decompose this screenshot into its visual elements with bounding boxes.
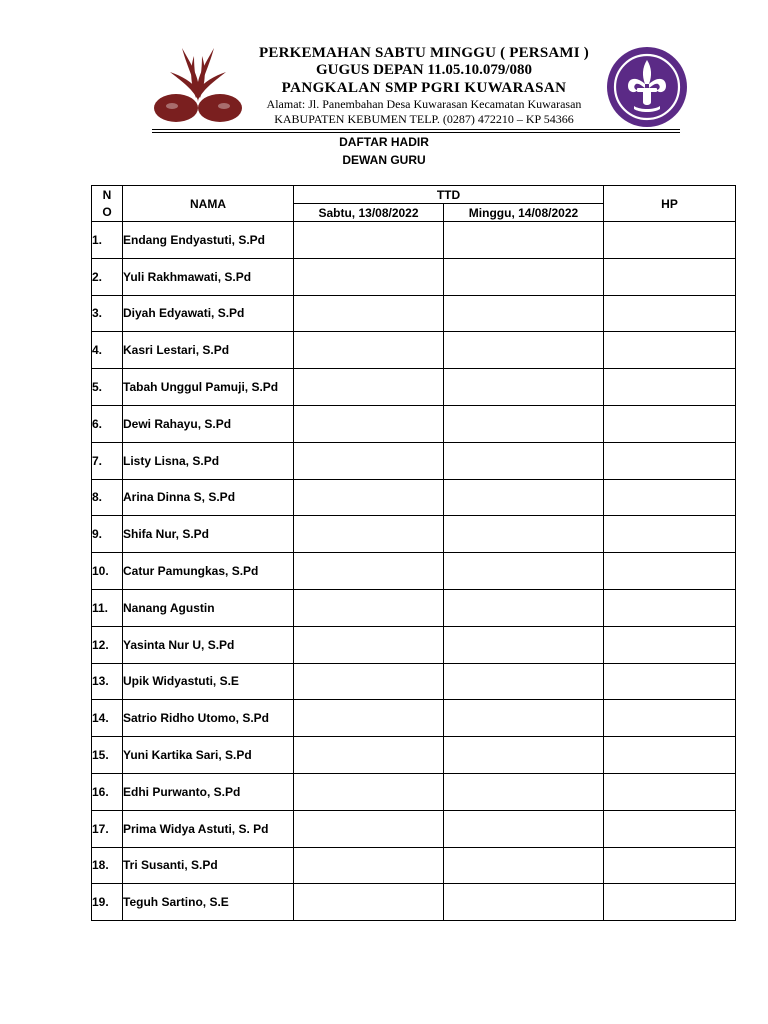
signature-cell-sabtu xyxy=(294,663,444,700)
row-number: 17. xyxy=(92,810,123,847)
hp-cell xyxy=(604,589,736,626)
signature-cell-minggu xyxy=(444,810,604,847)
attendance-table xyxy=(91,185,736,921)
row-name: Kasri Lestari, S.Pd xyxy=(123,332,294,369)
table-row xyxy=(92,222,736,259)
signature-cell-minggu xyxy=(444,369,604,406)
table-row xyxy=(92,773,736,810)
tunas-kelapa-logo xyxy=(152,42,244,126)
row-name: Teguh Sartino, S.E xyxy=(123,884,294,921)
row-number: 10. xyxy=(92,553,123,590)
header-ttd: TTD xyxy=(294,186,604,204)
row-name: Yasinta Nur U, S.Pd xyxy=(123,626,294,663)
hp-cell xyxy=(604,295,736,332)
letterhead-rule-thin xyxy=(152,132,680,133)
table-row xyxy=(92,442,736,479)
row-number: 11. xyxy=(92,589,123,626)
signature-cell-minggu xyxy=(444,479,604,516)
row-number: 8. xyxy=(92,479,123,516)
signature-cell-minggu xyxy=(444,332,604,369)
signature-cell-minggu xyxy=(444,442,604,479)
signature-cell-sabtu xyxy=(294,369,444,406)
table-row xyxy=(92,847,736,884)
row-name: Prima Widya Astuti, S. Pd xyxy=(123,810,294,847)
signature-cell-sabtu xyxy=(294,332,444,369)
header-no-bottom: O xyxy=(102,204,112,219)
row-name: Satrio Ridho Utomo, S.Pd xyxy=(123,700,294,737)
hp-cell xyxy=(604,810,736,847)
world-scout-emblem-logo xyxy=(606,46,688,128)
row-number: 13. xyxy=(92,663,123,700)
row-number: 3. xyxy=(92,295,123,332)
row-number: 1. xyxy=(92,222,123,259)
signature-cell-minggu xyxy=(444,700,604,737)
hp-cell xyxy=(604,332,736,369)
header-no-top: N xyxy=(102,187,112,202)
row-name: Dewi Rahayu, S.Pd xyxy=(123,405,294,442)
hp-cell xyxy=(604,479,736,516)
table-row xyxy=(92,369,736,406)
hp-cell xyxy=(604,442,736,479)
signature-cell-sabtu xyxy=(294,810,444,847)
row-name: Yuli Rakhmawati, S.Pd xyxy=(123,258,294,295)
row-name: Edhi Purwanto, S.Pd xyxy=(123,773,294,810)
signature-cell-minggu xyxy=(444,626,604,663)
row-number: 4. xyxy=(92,332,123,369)
row-name: Tabah Unggul Pamuji, S.Pd xyxy=(123,369,294,406)
row-number: 5. xyxy=(92,369,123,406)
row-name: Nanang Agustin xyxy=(123,589,294,626)
signature-cell-minggu xyxy=(444,737,604,774)
table-row xyxy=(92,663,736,700)
header-sabtu: Sabtu, 13/08/2022 xyxy=(294,204,444,222)
signature-cell-sabtu xyxy=(294,884,444,921)
signature-cell-minggu xyxy=(444,589,604,626)
row-number: 6. xyxy=(92,405,123,442)
signature-cell-sabtu xyxy=(294,442,444,479)
signature-cell-sabtu xyxy=(294,222,444,259)
hp-cell xyxy=(604,884,736,921)
signature-cell-minggu xyxy=(444,884,604,921)
document-title: DAFTAR HADIR xyxy=(339,135,429,149)
table-row xyxy=(92,589,736,626)
row-number: 15. xyxy=(92,737,123,774)
hp-cell xyxy=(604,626,736,663)
signature-cell-sabtu xyxy=(294,405,444,442)
row-name: Shifa Nur, S.Pd xyxy=(123,516,294,553)
row-number: 7. xyxy=(92,442,123,479)
letterhead-gugus: GUGUS DEPAN 11.05.10.079/080 xyxy=(316,62,532,78)
signature-cell-minggu xyxy=(444,847,604,884)
signature-cell-sabtu xyxy=(294,479,444,516)
signature-cell-minggu xyxy=(444,663,604,700)
hp-cell xyxy=(604,369,736,406)
row-name: Arina Dinna S, S.Pd xyxy=(123,479,294,516)
signature-cell-minggu xyxy=(444,553,604,590)
signature-cell-sabtu xyxy=(294,626,444,663)
header-no xyxy=(92,186,123,222)
row-number: 12. xyxy=(92,626,123,663)
row-number: 16. xyxy=(92,773,123,810)
table-row xyxy=(92,516,736,553)
table-row xyxy=(92,405,736,442)
row-number: 2. xyxy=(92,258,123,295)
table-row xyxy=(92,626,736,663)
signature-cell-minggu xyxy=(444,295,604,332)
signature-cell-minggu xyxy=(444,258,604,295)
hp-cell xyxy=(604,847,736,884)
row-number: 19. xyxy=(92,884,123,921)
document-subtitle: DEWAN GURU xyxy=(342,153,426,167)
row-name: Catur Pamungkas, S.Pd xyxy=(123,553,294,590)
row-number: 9. xyxy=(92,516,123,553)
table-row xyxy=(92,332,736,369)
row-name: Yuni Kartika Sari, S.Pd xyxy=(123,737,294,774)
row-number: 14. xyxy=(92,700,123,737)
table-row xyxy=(92,295,736,332)
letterhead-title: PERKEMAHAN SABTU MINGGU ( PERSAMI ) xyxy=(259,45,589,61)
hp-cell xyxy=(604,222,736,259)
table-row xyxy=(92,553,736,590)
signature-cell-minggu xyxy=(444,222,604,259)
signature-cell-sabtu xyxy=(294,553,444,590)
hp-cell xyxy=(604,663,736,700)
table-row xyxy=(92,479,736,516)
hp-cell xyxy=(604,405,736,442)
row-name: Endang Endyastuti, S.Pd xyxy=(123,222,294,259)
letterhead xyxy=(244,44,604,126)
hp-cell xyxy=(604,258,736,295)
signature-cell-sabtu xyxy=(294,516,444,553)
letterhead-address: Alamat: Jl. Panembahan Desa Kuwarasan Kecamatan Kuwarasan xyxy=(266,97,582,111)
letterhead-contact: KABUPATEN KEBUMEN TELP. (0287) 472210 – KP 54366 xyxy=(274,112,574,126)
hp-cell xyxy=(604,553,736,590)
row-number: 18. xyxy=(92,847,123,884)
signature-cell-sabtu xyxy=(294,295,444,332)
signature-cell-sabtu xyxy=(294,847,444,884)
signature-cell-sabtu xyxy=(294,737,444,774)
letterhead-pangkalan: PANGKALAN SMP PGRI KUWARASAN xyxy=(281,80,567,96)
table-row xyxy=(92,700,736,737)
signature-cell-sabtu xyxy=(294,589,444,626)
signature-cell-sabtu xyxy=(294,773,444,810)
signature-cell-sabtu xyxy=(294,258,444,295)
signature-cell-sabtu xyxy=(294,700,444,737)
row-name: Upik Widyastuti, S.E xyxy=(123,663,294,700)
table-row xyxy=(92,737,736,774)
hp-cell xyxy=(604,700,736,737)
header-nama: NAMA xyxy=(123,186,294,222)
letterhead-rule-thick xyxy=(152,129,680,130)
signature-cell-minggu xyxy=(444,405,604,442)
header-minggu: Minggu, 14/08/2022 xyxy=(444,204,604,222)
table-row xyxy=(92,810,736,847)
hp-cell xyxy=(604,737,736,774)
hp-cell xyxy=(604,516,736,553)
signature-cell-minggu xyxy=(444,773,604,810)
row-name: Tri Susanti, S.Pd xyxy=(123,847,294,884)
row-name: Listy Lisna, S.Pd xyxy=(123,442,294,479)
signature-cell-minggu xyxy=(444,516,604,553)
table-row xyxy=(92,884,736,921)
hp-cell xyxy=(604,773,736,810)
table-row xyxy=(92,258,736,295)
row-name: Diyah Edyawati, S.Pd xyxy=(123,295,294,332)
header-hp: HP xyxy=(604,186,736,222)
